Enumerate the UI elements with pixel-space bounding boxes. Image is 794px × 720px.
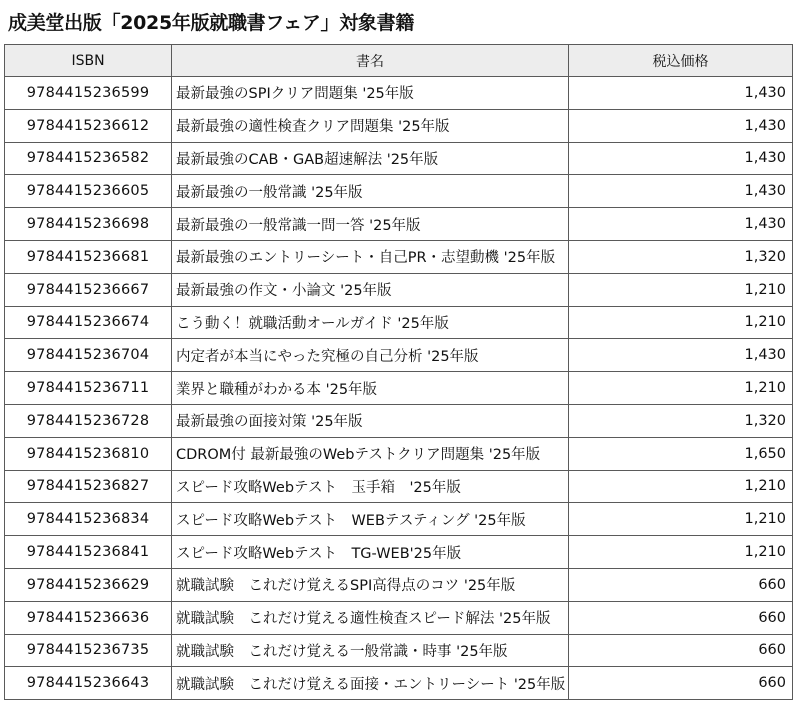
- price-cell: 1,210: [569, 536, 793, 569]
- title-cell: スピード攻略Webテスト 玉手箱 '25年版: [172, 470, 569, 503]
- price-cell: 660: [569, 601, 793, 634]
- table-row: [5, 503, 793, 536]
- title-cell: 最新最強の面接対策 '25年版: [172, 404, 569, 437]
- table-row: [5, 667, 793, 700]
- isbn-cell: 9784415236728: [5, 404, 172, 437]
- table-row: [5, 568, 793, 601]
- table-body: [5, 77, 793, 700]
- price-cell: 660: [569, 634, 793, 667]
- price-cell: 1,320: [569, 240, 793, 273]
- price-cell: 660: [569, 568, 793, 601]
- isbn-cell: 9784415236612: [5, 109, 172, 142]
- table-row: [5, 372, 793, 405]
- table-row: [5, 175, 793, 208]
- table-row: [5, 339, 793, 372]
- price-cell: 1,430: [569, 208, 793, 241]
- table-row: [5, 77, 793, 110]
- table-row: [5, 240, 793, 273]
- title-cell: CDROM付 最新最強のWebテストクリア問題集 '25年版: [172, 437, 569, 470]
- table-row: [5, 273, 793, 306]
- title-cell: 最新最強の一般常識 '25年版: [172, 175, 569, 208]
- title-cell: 就職試験 これだけ覚える一般常識・時事 '25年版: [172, 634, 569, 667]
- isbn-cell: 9784415236735: [5, 634, 172, 667]
- isbn-cell: 9784415236599: [5, 77, 172, 110]
- isbn-cell: 9784415236643: [5, 667, 172, 700]
- price-cell: 1,210: [569, 503, 793, 536]
- book-list-table: [4, 44, 793, 700]
- title-cell: 最新最強の作文・小論文 '25年版: [172, 273, 569, 306]
- table-header: [5, 45, 793, 77]
- title-cell: 最新最強の適性検査クリア問題集 '25年版: [172, 109, 569, 142]
- title-cell: 就職試験 これだけ覚えるSPI高得点のコツ '25年版: [172, 568, 569, 601]
- table-row: [5, 208, 793, 241]
- title-cell: 最新最強の一般常識一問一答 '25年版: [172, 208, 569, 241]
- isbn-cell: 9784415236667: [5, 273, 172, 306]
- isbn-cell: 9784415236582: [5, 142, 172, 175]
- isbn-cell: 9784415236681: [5, 240, 172, 273]
- title-cell: スピード攻略Webテスト WEBテスティング '25年版: [172, 503, 569, 536]
- price-cell: 660: [569, 667, 793, 700]
- price-cell: 1,430: [569, 175, 793, 208]
- title-cell: こう動く！就職活動オールガイド '25年版: [172, 306, 569, 339]
- isbn-cell: 9784415236834: [5, 503, 172, 536]
- table-row: [5, 634, 793, 667]
- header-row: [5, 45, 793, 77]
- price-cell: 1,210: [569, 372, 793, 405]
- price-cell: 1,320: [569, 404, 793, 437]
- table-row: [5, 109, 793, 142]
- title-cell: 最新最強のCAB・GAB超速解法 '25年版: [172, 142, 569, 175]
- title-cell: 就職試験 これだけ覚える適性検査スピード解法 '25年版: [172, 601, 569, 634]
- table-row: [5, 437, 793, 470]
- isbn-cell: 9784415236711: [5, 372, 172, 405]
- price-cell: 1,430: [569, 77, 793, 110]
- price-cell: 1,210: [569, 306, 793, 339]
- table-row: [5, 601, 793, 634]
- column-header-price: 税込価格: [569, 45, 793, 77]
- title-cell: 最新最強のエントリーシート・自己PR・志望動機 '25年版: [172, 240, 569, 273]
- isbn-cell: 9784415236704: [5, 339, 172, 372]
- table-row: [5, 536, 793, 569]
- isbn-cell: 9784415236629: [5, 568, 172, 601]
- title-cell: 最新最強のSPIクリア問題集 '25年版: [172, 77, 569, 110]
- table-row: [5, 142, 793, 175]
- column-header-isbn: ISBN: [5, 45, 172, 77]
- page-title: 成美堂出版「2025年版就職書フェア」対象書籍: [8, 12, 415, 34]
- price-cell: 1,650: [569, 437, 793, 470]
- isbn-cell: 9784415236698: [5, 208, 172, 241]
- table-row: [5, 470, 793, 503]
- price-cell: 1,430: [569, 109, 793, 142]
- price-cell: 1,210: [569, 273, 793, 306]
- title-cell: 業界と職種がわかる本 '25年版: [172, 372, 569, 405]
- price-cell: 1,430: [569, 339, 793, 372]
- table-row: [5, 404, 793, 437]
- title-cell: 内定者が本当にやった究極の自己分析 '25年版: [172, 339, 569, 372]
- price-cell: 1,210: [569, 470, 793, 503]
- price-cell: 1,430: [569, 142, 793, 175]
- isbn-cell: 9784415236674: [5, 306, 172, 339]
- isbn-cell: 9784415236605: [5, 175, 172, 208]
- isbn-cell: 9784415236636: [5, 601, 172, 634]
- isbn-cell: 9784415236827: [5, 470, 172, 503]
- title-cell: スピード攻略Webテスト TG-WEB'25年版: [172, 536, 569, 569]
- column-header-title: 書名: [172, 45, 569, 77]
- isbn-cell: 9784415236841: [5, 536, 172, 569]
- isbn-cell: 9784415236810: [5, 437, 172, 470]
- table-row: [5, 306, 793, 339]
- title-cell: 就職試験 これだけ覚える面接・エントリーシート '25年版: [172, 667, 569, 700]
